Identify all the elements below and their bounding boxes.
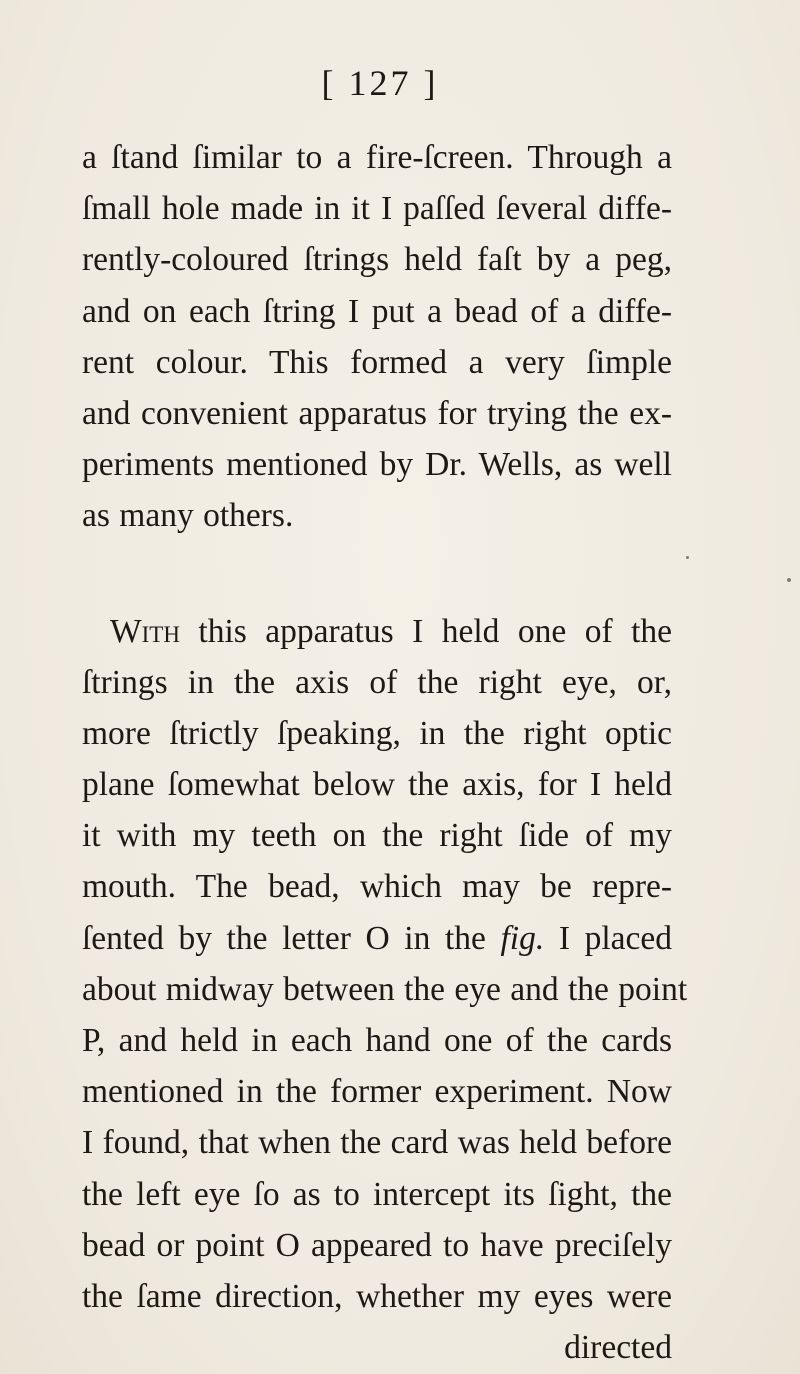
fig-line-after: I placed <box>544 919 672 957</box>
page-number: [ 127 ] <box>321 63 439 103</box>
text-line: it with my teeth on the right ſide of my <box>82 817 672 855</box>
opening-line-rest: this apparatus I held one of the <box>179 612 672 650</box>
text-line: periments mentioned by Dr. Wells, as well <box>82 446 672 484</box>
paragraph-1 <box>82 132 672 542</box>
text-line: mouth. The bead, which may be repre- <box>82 868 672 906</box>
fig-reference: fig. <box>500 919 545 957</box>
catchword: directed <box>564 1329 672 1367</box>
text-line: mentioned in the former experiment. Now <box>82 1073 672 1111</box>
text-line: a ſtand ſimilar to a fire-ſcreen. Through a <box>82 139 672 176</box>
paragraph-2 <box>82 606 688 1374</box>
text-line-fig <box>82 913 672 964</box>
text-line: P, and held in each hand one of the cards <box>82 1022 672 1059</box>
text-line: bead or point O appeared to have preciſely <box>82 1226 672 1264</box>
body-text <box>82 132 688 1373</box>
text-line: and convenient apparatus for trying the ex- <box>82 394 672 432</box>
text-line: I found, that when the card was held before <box>82 1124 672 1162</box>
text-line: ſmall hole made in it I paſſed ſeveral diffe- <box>82 190 672 228</box>
text-line: the ſame direction, whether my eyes were <box>82 1277 672 1315</box>
fig-line-before: ſented by the letter O in the <box>82 919 501 957</box>
paper-speck <box>787 578 791 582</box>
paragraph-gap <box>82 542 672 606</box>
text-line: rent colour. This formed a very ſimple <box>82 343 672 381</box>
text-line-opening <box>82 606 672 657</box>
text-line: about midway between the eye and the point <box>82 970 688 1008</box>
text-line: the left eye ſo as to intercept its ſight, the <box>82 1175 672 1213</box>
opening-word: With <box>110 612 180 650</box>
text-line: ſtrings in the axis of the right eye, or, <box>82 663 672 701</box>
text-line: as many others. <box>82 497 294 535</box>
text-line: more ſtrictly ſpeaking, in the right optic <box>82 714 672 752</box>
text-line: plane ſomewhat below the axis, for I held <box>82 766 672 804</box>
text-line: rently-coloured ſtrings held faſt by a peg, <box>82 241 672 279</box>
paper-speck <box>686 556 689 559</box>
text-line: and on each ſtring I put a bead of a diffe- <box>82 292 672 330</box>
